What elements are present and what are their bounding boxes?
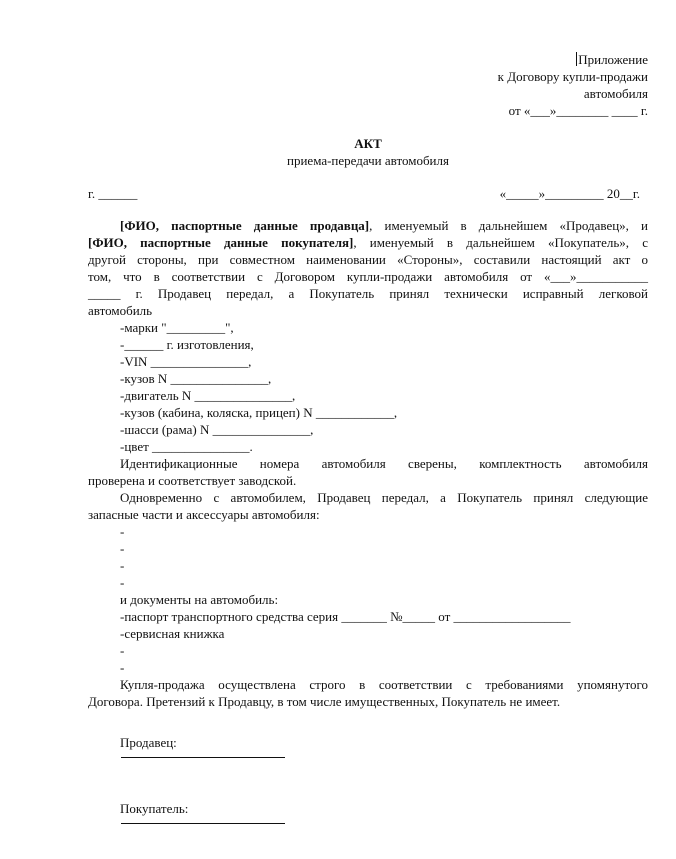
buyer-signature-label: Покупатель:: [120, 801, 189, 816]
conclusion-line-1: Купля-продажа осуществлена строго в соответствии с требованиями упомянутого: [120, 677, 648, 692]
documents-heading: и документы на автомобиль:: [120, 592, 279, 607]
accessory-item: -: [120, 558, 125, 573]
intro-line-5: _____ г. Продавец передал, а Покупатель принял технически исправный легковой: [88, 286, 648, 301]
seller-signature-label: Продавец:: [120, 735, 177, 750]
field-chassis-number: -шасси (рама) N _______________,: [120, 422, 314, 437]
document-service-book: -сервисная книжка: [120, 626, 225, 641]
intro-line-6: автомобиль: [88, 303, 153, 318]
field-cabin-number: -кузов (кабина, коляска, прицеп) N ____________,: [120, 405, 398, 420]
accessories-line-1: Одновременно с автомобилем, Продавец передал, а Покупатель принял следующие: [120, 490, 648, 505]
field-vin: -VIN _______________,: [120, 354, 252, 369]
document-item: -: [120, 643, 125, 658]
seller-placeholder: [ФИО, паспортные данные продавца]: [120, 218, 370, 233]
document-item: -: [120, 660, 125, 675]
accessory-item: -: [120, 575, 125, 590]
intro-line-1: [ФИО, паспортные данные продавца], именуемый в дальнейшем «Продавец», и: [120, 218, 648, 233]
document-subtitle: приема-передачи автомобиля: [287, 153, 449, 168]
appendix-line-4: от «___»________ ____ г.: [508, 103, 648, 118]
field-body-number: -кузов N _______________,: [120, 371, 272, 386]
accessory-item: -: [120, 541, 125, 556]
buyer-placeholder: [ФИО, паспортные данные покупателя]: [88, 235, 354, 250]
appendix-line-3: автомобиля: [583, 86, 648, 101]
intro-line-2: [ФИО, паспортные данные покупателя], именуемый в дальнейшем «Покупатель», с: [88, 235, 649, 250]
field-make: -марки "_________",: [120, 320, 234, 335]
document-title: АКТ: [354, 136, 382, 151]
conclusion-line-2: Договора. Претензий к Продавцу, в том числе имущественных, Покупатель не имеет.: [88, 694, 561, 709]
verification-line-2: проверена и соответствует заводской.: [88, 473, 297, 488]
field-year: -______ г. изготовления,: [120, 337, 254, 352]
verification-line-1: Идентификационные номера автомобиля сверены, комплектность автомобиля: [120, 456, 648, 471]
field-color: -цвет _______________.: [120, 439, 253, 454]
buyer-signature-line: [121, 823, 285, 824]
appendix-line-1: [576, 51, 648, 68]
intro-line-3: другой стороны, при совместном наименовании «Стороны», составили настоящий акт о: [88, 252, 648, 267]
intro-line-4: том, что в соответствии с Договором купли-продажи автомобиля от «___»___________: [88, 269, 648, 284]
accessories-line-2: запасные части и аксессуары автомобиля:: [88, 507, 320, 522]
field-engine-number: -двигатель N _______________,: [120, 388, 296, 403]
date-field: «_____»_________ 20__г.: [499, 186, 640, 201]
document-vehicle-passport: -паспорт транспортного средства серия _______ №_____ от __________________: [120, 609, 571, 624]
seller-signature-line: [121, 757, 285, 758]
city-field: г. ______: [88, 186, 138, 201]
appendix-title: Приложение: [578, 52, 648, 67]
appendix-line-2: к Договору купли-продажи: [497, 69, 648, 84]
accessory-item: -: [120, 524, 125, 539]
